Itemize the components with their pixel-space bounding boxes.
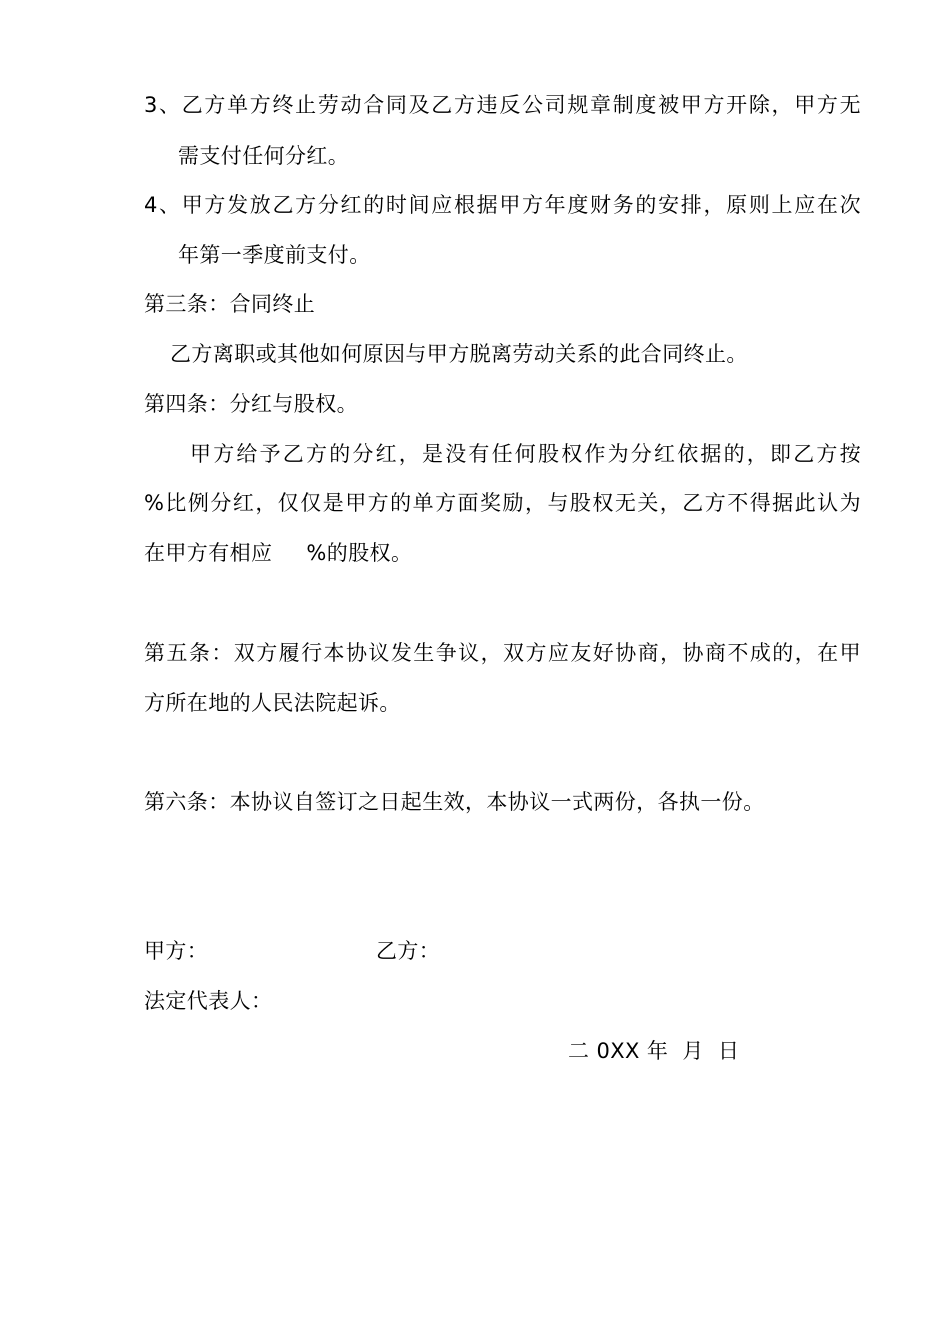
article4-line1: 甲方给予乙方的分红，是没有任何股权作为分红依据的，即乙方按: [190, 442, 861, 466]
article4-heading: 第四条：分红与股权。: [144, 392, 358, 416]
article3-heading: 第三条：合同终止: [144, 292, 316, 316]
article4-line3-part1: 在甲方有相应: [144, 541, 273, 565]
signing-date: 二 0XX 年 月 日: [568, 1039, 740, 1063]
article3-body: 乙方离职或其他如何原因与甲方脱离劳动关系的此合同终止。: [170, 342, 748, 366]
party-b-label: 乙方：: [376, 939, 441, 963]
legal-rep-label: 法定代表人：: [144, 989, 273, 1013]
article4-line3: [144, 538, 412, 568]
article4-line3-part2: %的股权。: [306, 541, 413, 565]
item3-line2: 需支付任何分红。: [178, 144, 350, 168]
item3-line1: 3、乙方单方终止劳动合同及乙方违反公司规章制度被甲方开除，甲方无: [144, 93, 861, 117]
article6-line1: 第六条：本协议自签订之日起生效，本协议一式两份，各执一份。: [144, 790, 765, 814]
item4-line1: 4、甲方发放乙方分红的时间应根据甲方年度财务的安排，原则上应在次: [144, 193, 861, 217]
item4-line2: 年第一季度前支付。: [178, 243, 371, 267]
article4-line2: %比例分红，仅仅是甲方的单方面奖励，与股权无关，乙方不得据此认为: [144, 491, 861, 515]
article5-line1: 第五条：双方履行本协议发生争议，双方应友好协商，协商不成的，在甲: [144, 641, 861, 665]
party-a-label: 甲方：: [144, 939, 209, 963]
article5-line2: 方所在地的人民法院起诉。: [144, 691, 401, 715]
